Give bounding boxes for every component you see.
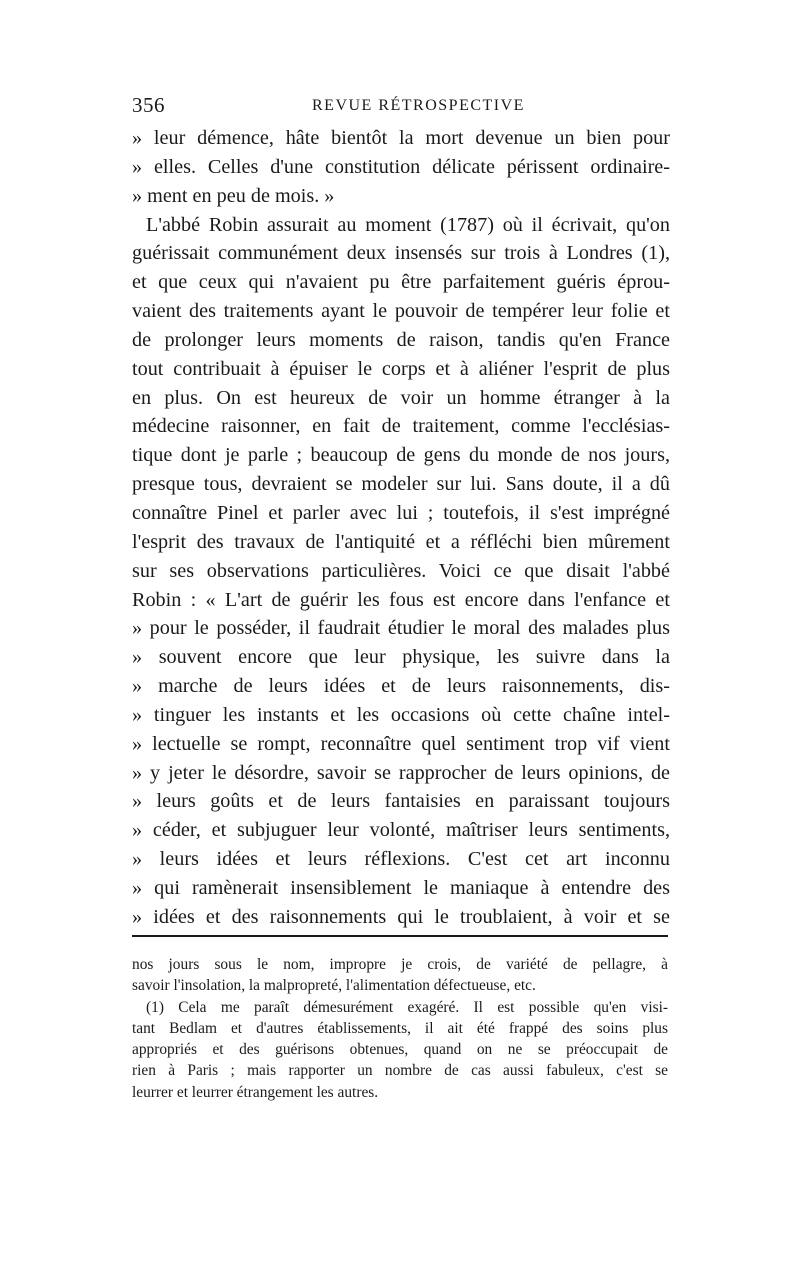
footnote-line: nos jours sous le nom, impropre je crois, de variété de pellagre, à (132, 956, 668, 973)
text-line: » ment en peu de mois. » (132, 184, 335, 207)
text-line: » souvent encore que leur physique, les suivre dans la (132, 646, 670, 669)
text-line: » tinguer les instants et les occasions où cette chaîne intel- (132, 703, 670, 726)
text-line: » lectuelle se rompt, reconnaître quel sentiment trop vif vient (132, 732, 670, 755)
text-line: » elles. Celles d'une constitution délicate périssent ordinaire- (132, 155, 670, 178)
text-line: tique dont je parle ; beaucoup de gens du monde de nos jours, (132, 444, 670, 467)
text-line: » leurs idées et leurs réflexions. C'est cet art inconnu (132, 848, 670, 871)
text-line: L'abbé Robin assurait au moment (1787) où il écrivait, qu'on (146, 213, 670, 236)
text-line: » marche de leurs idées et de leurs raisonnements, dis- (132, 675, 670, 698)
text-line: presque tous, devraient se modeler sur lui. Sans doute, il a dû (132, 473, 670, 496)
footnote-line: (1) Cela me paraît démesurément exagéré. Il est possible qu'en visi- (146, 998, 668, 1016)
body-text (132, 124, 670, 932)
text-line: et que ceux qui n'avaient pu être parfaitement guéris éprou- (132, 271, 670, 294)
text-line: » idées et des raisonnements qui le troublaient, à voir et se (132, 905, 670, 928)
text-line: » pour le posséder, il faudrait étudier le moral des malades plus (132, 617, 670, 640)
text-line: » qui ramènerait insensiblement le maniaque à entendre des (132, 876, 670, 899)
text-line: » leurs goûts et de leurs fantaisies en paraissant toujours (132, 790, 670, 813)
footnotes (132, 954, 668, 1103)
page-number: 356 (132, 93, 165, 117)
text-line: Robin : « L'art de guérir les fous est encore dans l'enfance et (132, 588, 670, 611)
text-line: de prolonger leurs moments de raison, tandis qu'en France (132, 328, 670, 351)
footnote-line: savoir l'insolation, la malpropreté, l'alimentation défectueuse, etc. (132, 977, 536, 995)
text-line: en plus. On est heureux de voir un homme étranger à la (132, 386, 670, 409)
text-line: sur ses observations particulières. Voici ce que disait l'abbé (132, 559, 670, 582)
page-header (132, 93, 670, 123)
text-line: » leur démence, hâte bientôt la mort devenue un bien pour (132, 127, 670, 149)
running-title: REVUE RÉTROSPECTIVE (312, 97, 525, 114)
footnote-line: tant Bedlam et d'autres établissements, il ait été frappé des soins plus (132, 1019, 668, 1037)
text-line: médecine raisonner, en fait de traitement, comme l'ecclésias- (132, 415, 670, 438)
footnote-separator-rule (132, 935, 668, 937)
footnote-line: appropriés et des guérisons obtenues, quand on ne se préoccupait de (132, 1041, 668, 1059)
footnote-line: rien à Paris ; mais rapporter un nombre de cas aussi fabuleux, c'est se (132, 1062, 668, 1080)
text-line: connaître Pinel et parler avec lui ; toutefois, il s'est imprégné (132, 501, 670, 524)
text-line: » y jeter le désordre, savoir se rapprocher de leurs opinions, de (132, 761, 670, 784)
footnote-line: leurrer et leurrer étrangement les autres. (132, 1083, 379, 1101)
text-line: l'esprit des travaux de l'antiquité et a réfléchi bien mûrement (132, 530, 670, 553)
text-line: guérissait communément deux insensés sur trois à Londres (1), (132, 242, 670, 265)
text-line: tout contribuait à épuiser le corps et à aliéner l'esprit de plus (132, 357, 670, 380)
text-line: vaient des traitements ayant le pouvoir de tempérer leur folie et (132, 300, 670, 323)
text-line: » céder, et subjuguer leur volonté, maîtriser leurs sentiments, (132, 819, 670, 842)
